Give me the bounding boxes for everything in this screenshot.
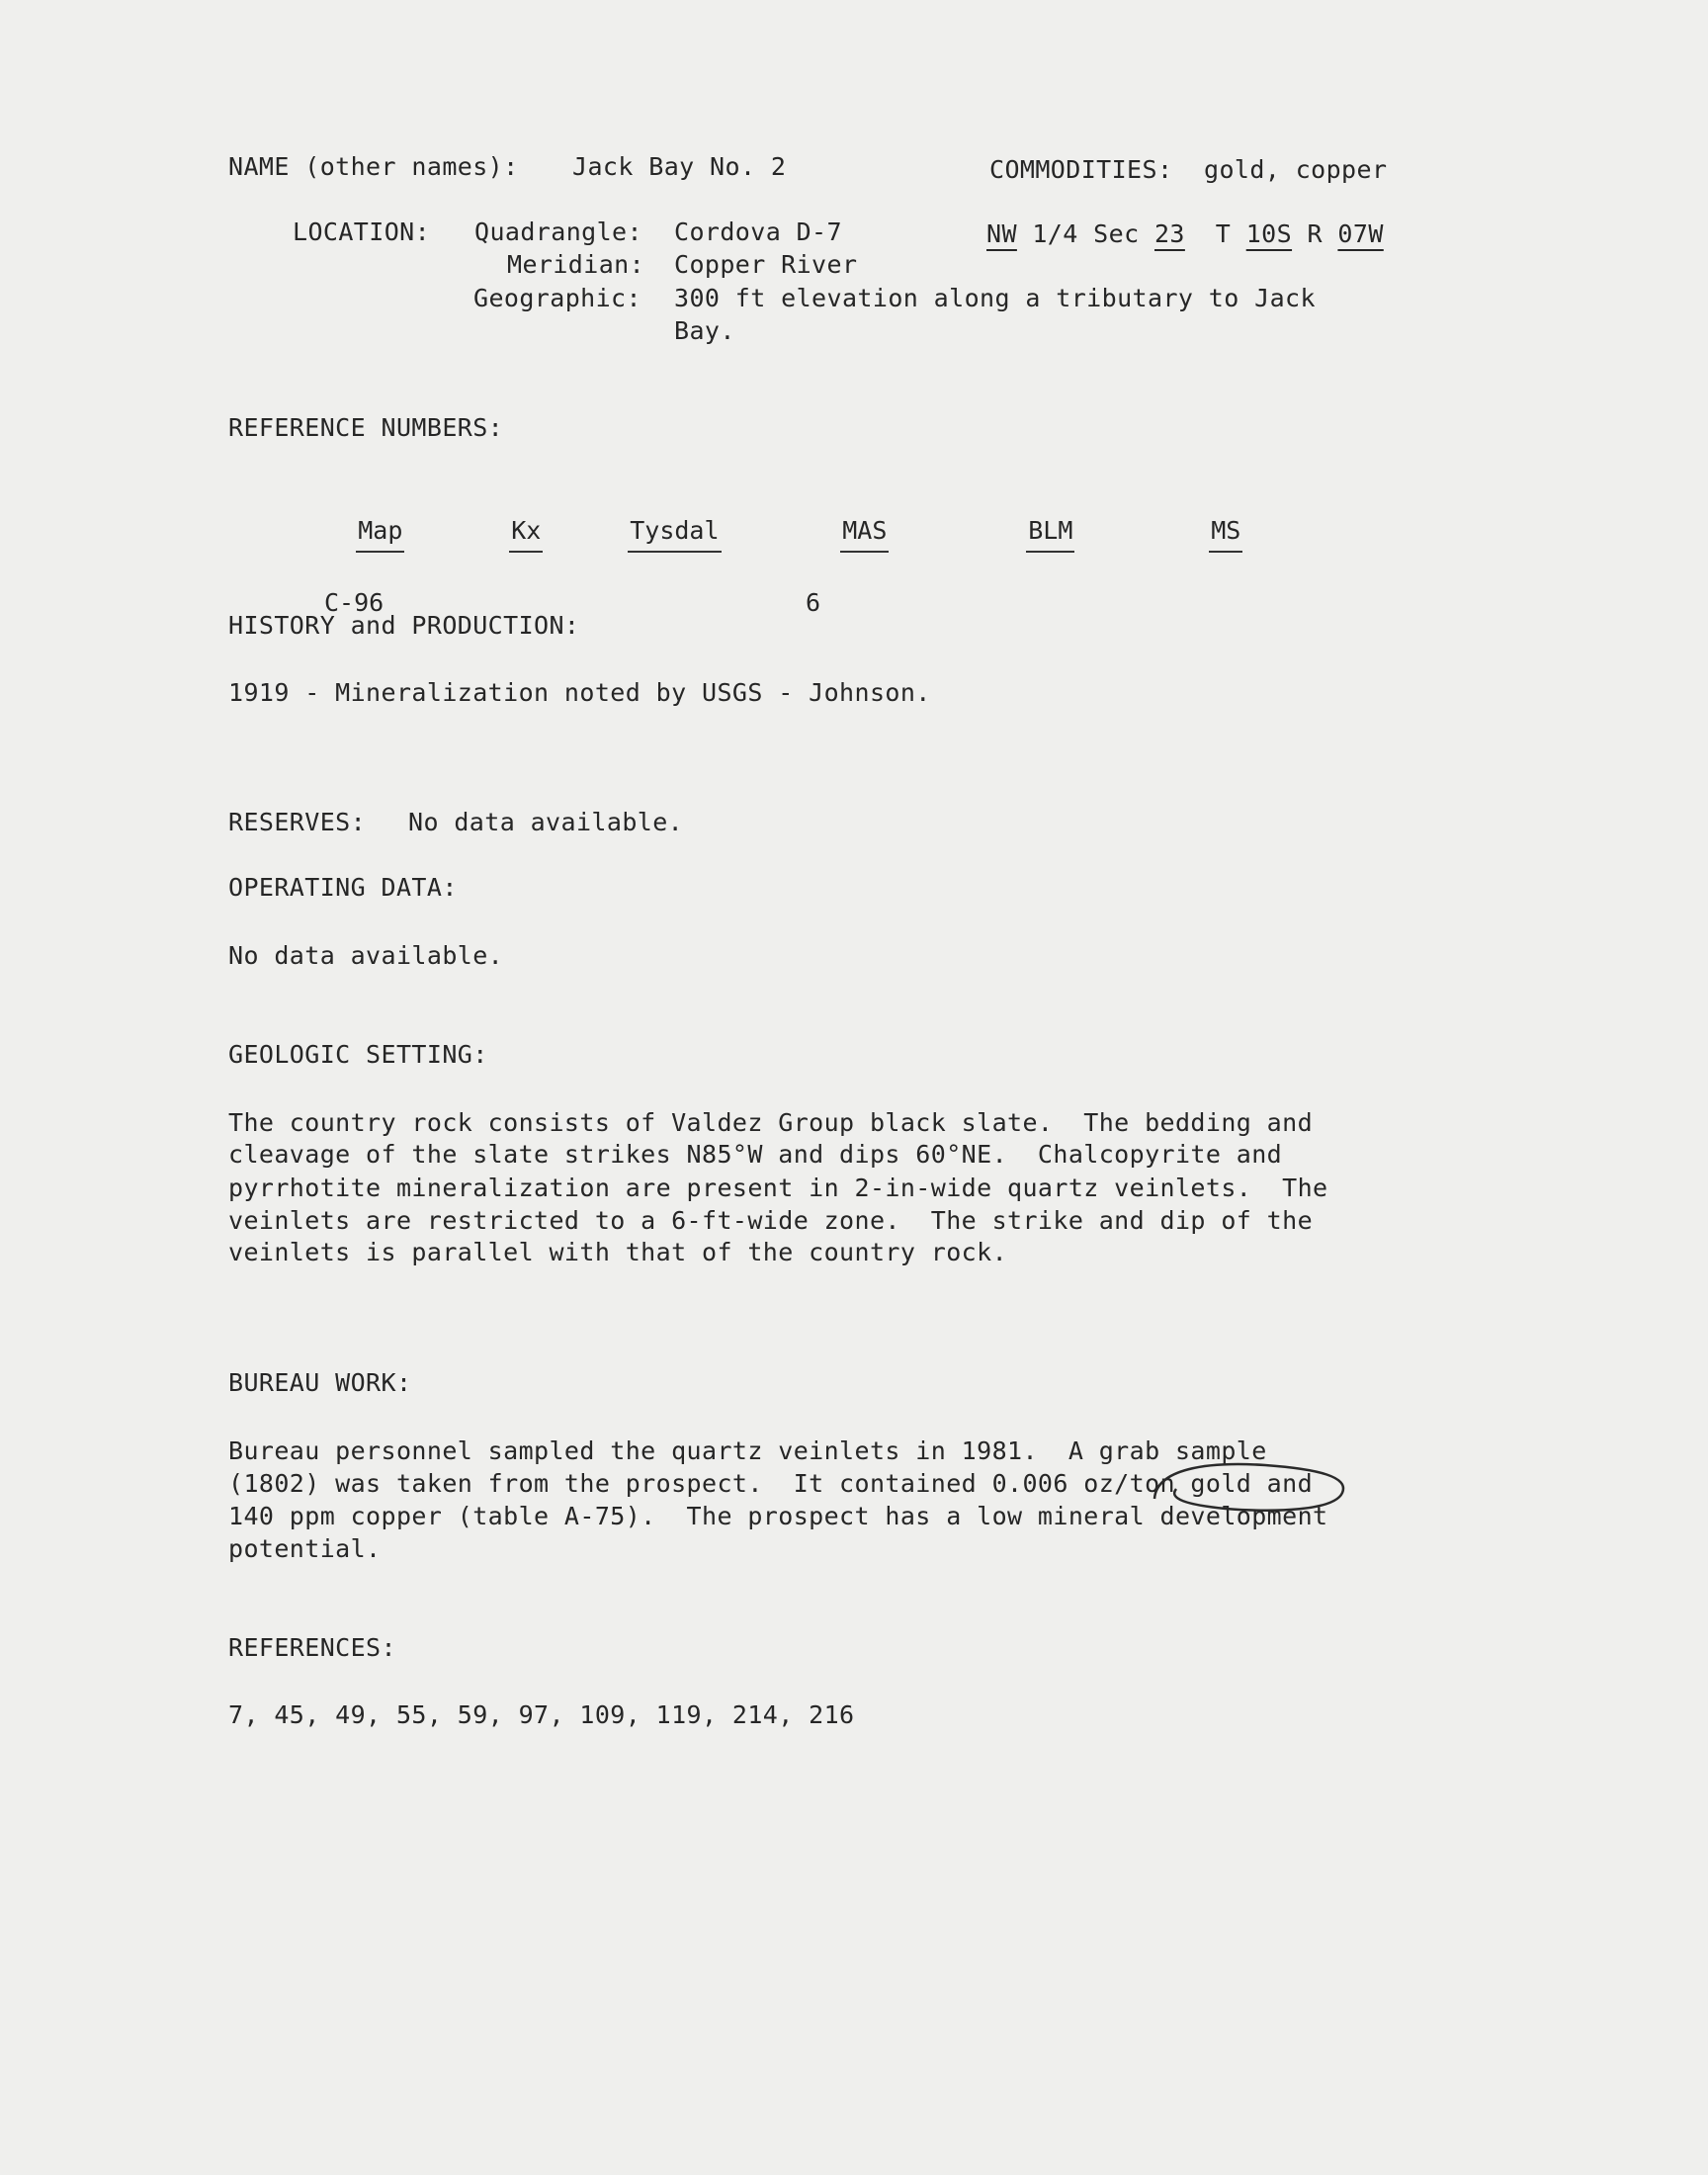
references-value: 7, 45, 49, 55, 59, 97, 109, 119, 214, 216 bbox=[228, 1700, 855, 1729]
legal-description bbox=[986, 218, 1384, 251]
ref-head-tysdal: Tysdal bbox=[628, 514, 721, 553]
geographic-line-2: Bay. bbox=[674, 316, 735, 345]
handwritten-circle-mark bbox=[1147, 1459, 1354, 1519]
quadrangle-label: Quadrangle: bbox=[474, 218, 642, 246]
bureau-line: (1802) was taken from the prospect. It contained 0.006 oz/ton gold and bbox=[228, 1469, 1314, 1498]
bureau-line: Bureau personnel sampled the quartz veinlets in 1981. A grab sample bbox=[228, 1436, 1267, 1465]
bureau-heading: BUREAU WORK: bbox=[228, 1368, 412, 1397]
ref-col-tysdal bbox=[568, 480, 720, 653]
geographic-label: Geographic: bbox=[473, 284, 641, 312]
meridian-value: Copper River bbox=[674, 250, 858, 279]
history-line: 1919 - Mineralization noted by USGS - Johnson. bbox=[228, 678, 931, 707]
location-label: LOCATION: bbox=[293, 218, 431, 246]
commodities-label: COMMODITIES: bbox=[989, 155, 1173, 184]
geologic-line: pyrrhotite mineralization are present in 2-in-wide quartz veinlets. The bbox=[228, 1174, 1328, 1202]
quarter-value: NW bbox=[986, 219, 1017, 248]
ref-head-map: Map bbox=[356, 514, 404, 553]
meridian-label: Meridian: bbox=[507, 250, 645, 279]
geologic-line: veinlets are restricted to a 6-ft-wide zone. The strike and dip of the bbox=[228, 1206, 1314, 1235]
ref-col-ms bbox=[1150, 480, 1241, 653]
reserves-value: No data available. bbox=[408, 808, 684, 836]
ref-value-mas: 6 bbox=[805, 588, 821, 617]
ref-value-map: C-96 bbox=[324, 588, 384, 617]
commodities-value: gold, copper bbox=[1204, 155, 1388, 184]
ref-head-blm: BLM bbox=[1026, 514, 1074, 553]
geologic-line: The country rock consists of Valdez Group black slate. The bedding and bbox=[228, 1108, 1314, 1137]
quadrangle-value: Cordova D-7 bbox=[674, 218, 842, 246]
geologic-heading: GEOLOGIC SETTING: bbox=[228, 1040, 488, 1069]
reference-numbers-heading: REFERENCE NUMBERS: bbox=[228, 413, 504, 442]
ref-col-blm bbox=[967, 480, 1073, 653]
range-label: R bbox=[1307, 219, 1323, 248]
reserves-label: RESERVES: bbox=[228, 808, 367, 836]
references-heading: REFERENCES: bbox=[228, 1633, 396, 1662]
ref-col-mas bbox=[781, 480, 888, 687]
bureau-line: potential. bbox=[228, 1534, 382, 1563]
quarter-text: 1/4 Sec bbox=[1032, 219, 1140, 248]
township-value: 10S bbox=[1245, 219, 1293, 248]
operating-heading: OPERATING DATA: bbox=[228, 873, 458, 902]
name-label: NAME (other names): bbox=[228, 152, 519, 181]
geologic-line: cleavage of the slate strikes N85°W and dips 60°NE. Chalcopyrite and bbox=[228, 1140, 1283, 1169]
township-label: T bbox=[1215, 219, 1232, 248]
name-value: Jack Bay No. 2 bbox=[572, 152, 787, 181]
range-value: 07W bbox=[1337, 219, 1384, 248]
geographic-line-1: 300 ft elevation along a tributary to Jack bbox=[674, 284, 1316, 312]
ref-head-kx: Kx bbox=[509, 514, 543, 553]
history-heading: HISTORY and PRODUCTION: bbox=[228, 611, 580, 640]
ref-col-map bbox=[297, 480, 403, 687]
operating-value: No data available. bbox=[228, 941, 504, 970]
geologic-line: veinlets is parallel with that of the country rock. bbox=[228, 1238, 1008, 1266]
ref-head-mas: MAS bbox=[840, 514, 889, 553]
ref-head-ms: MS bbox=[1209, 514, 1242, 553]
section-value: 23 bbox=[1153, 219, 1185, 248]
bureau-line: 140 ppm copper (table A-75). The prospect has a low mineral development bbox=[228, 1502, 1328, 1530]
